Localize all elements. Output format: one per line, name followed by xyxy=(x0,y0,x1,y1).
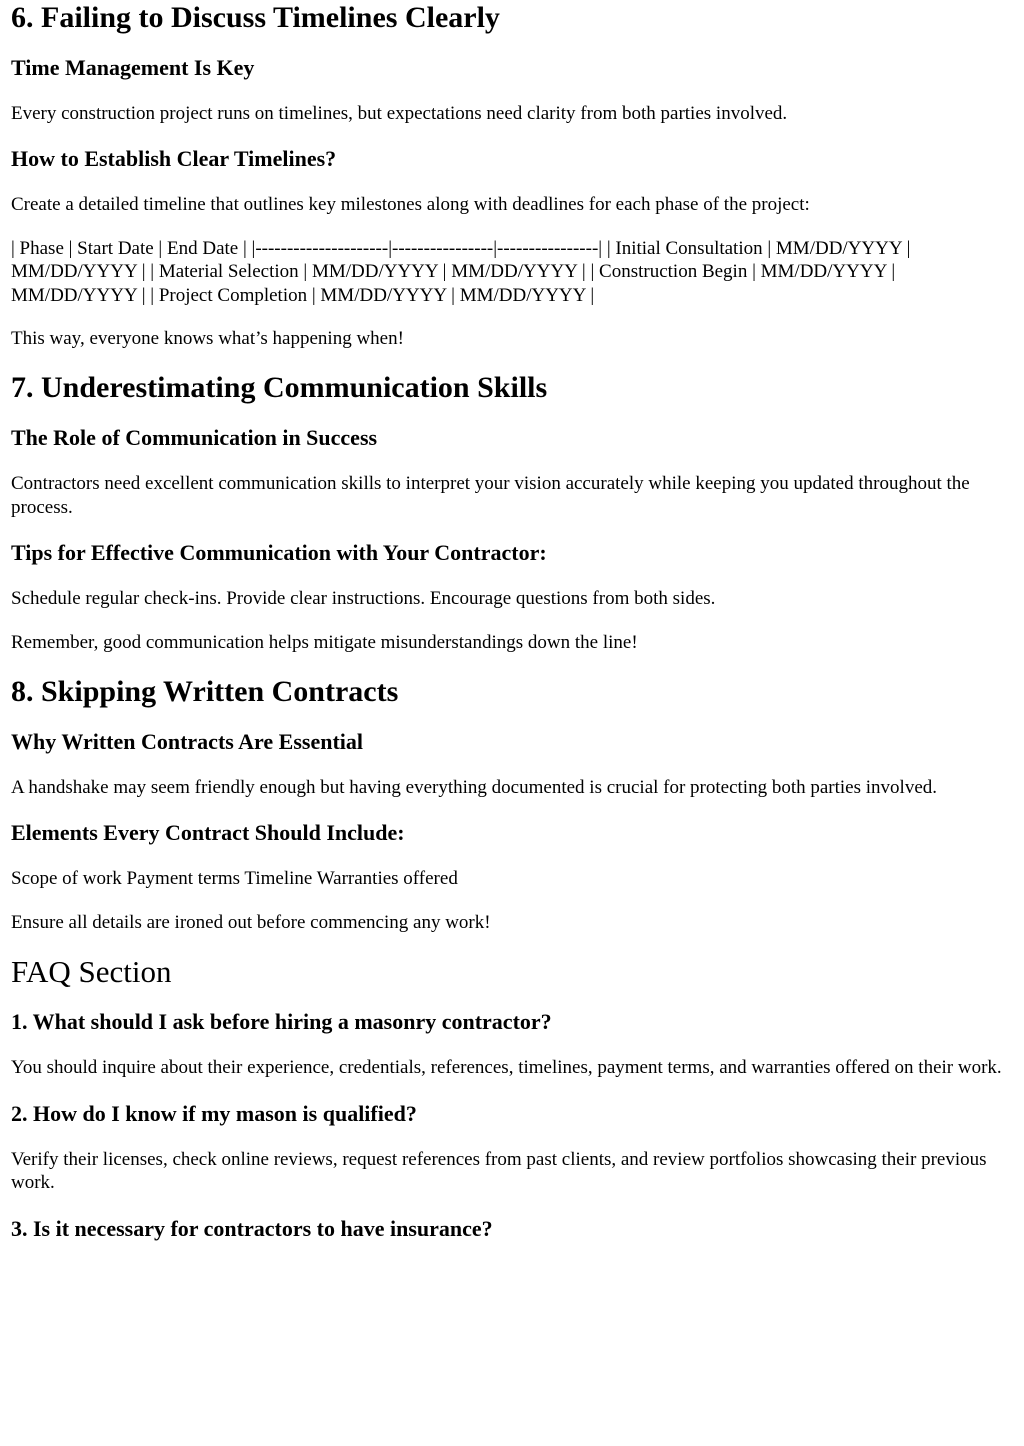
subheading-communication-tips: Tips for Effective Communication with Your Contractor: xyxy=(11,540,547,566)
subheading-establish-timelines: How to Establish Clear Timelines? xyxy=(11,146,337,172)
paragraph: Remember, good communication helps mitigate misunderstandings down the line! xyxy=(11,631,638,653)
paragraph: A handshake may seem friendly enough but having everything documented is crucial for protecting both parties involved. xyxy=(11,777,937,799)
subheading-role-of-communication: The Role of Communication in Success xyxy=(11,425,378,451)
faq-heading: FAQ Section xyxy=(11,954,172,990)
section-heading-communication: 7. Underestimating Communication Skills xyxy=(11,371,548,405)
paragraph: Scope of work Payment terms Timeline Warranties offered xyxy=(11,868,458,890)
paragraph: Create a detailed timeline that outlines key milestones along with deadlines for each phase of the project: xyxy=(11,194,810,216)
faq-answer: You should inquire about their experience, credentials, references, timelines, payment terms, and warranties offered on their work. xyxy=(11,1057,1002,1079)
subheading-contract-elements: Elements Every Contract Should Include: xyxy=(11,820,405,846)
subheading-time-management: Time Management Is Key xyxy=(11,55,255,80)
section-heading-timelines: 6. Failing to Discuss Timelines Clearly xyxy=(11,1,500,34)
subheading-why-contracts: Why Written Contracts Are Essential xyxy=(11,729,363,755)
paragraph: Schedule regular check-ins. Provide clear instructions. Encourage questions from both sides. xyxy=(11,588,716,610)
faq-question: 3. Is it necessary for contractors to have insurance? xyxy=(11,1215,493,1241)
faq-question: 1. What should I ask before hiring a masonry contractor? xyxy=(11,1009,552,1035)
faq-answer: Verify their licenses, check online reviews, request references from past clients, and review portfolios showcasing their previous work. xyxy=(11,1148,987,1194)
paragraph: Contractors need excellent communication skills to interpret your vision accurately while keeping you updated throughout the process. xyxy=(11,473,970,518)
section-heading-contracts: 8. Skipping Written Contracts xyxy=(11,675,399,709)
timeline-table-text: | Phase | Start Date | End Date | |---------------------|----------------|----------------| | Initial Consultation | MM/DD/YYYY | MM/DD/YYYY | | Material Selection | MM/DD/YYYY | MM/DD/YYYY | | Construction Begin | MM/DD/YYYY | MM/DD/YYYY | | Project Completion | MM/DD/YYYY | MM/DD/YYYY | xyxy=(11,237,911,306)
paragraph: Ensure all details are ironed out before commencing any work! xyxy=(11,911,491,933)
faq-question: 2. How do I know if my mason is qualified? xyxy=(11,1100,417,1126)
paragraph: This way, everyone knows what’s happening when! xyxy=(11,328,404,350)
paragraph: Every construction project runs on timelines, but expectations need clarity from both parties involved. xyxy=(11,103,788,124)
